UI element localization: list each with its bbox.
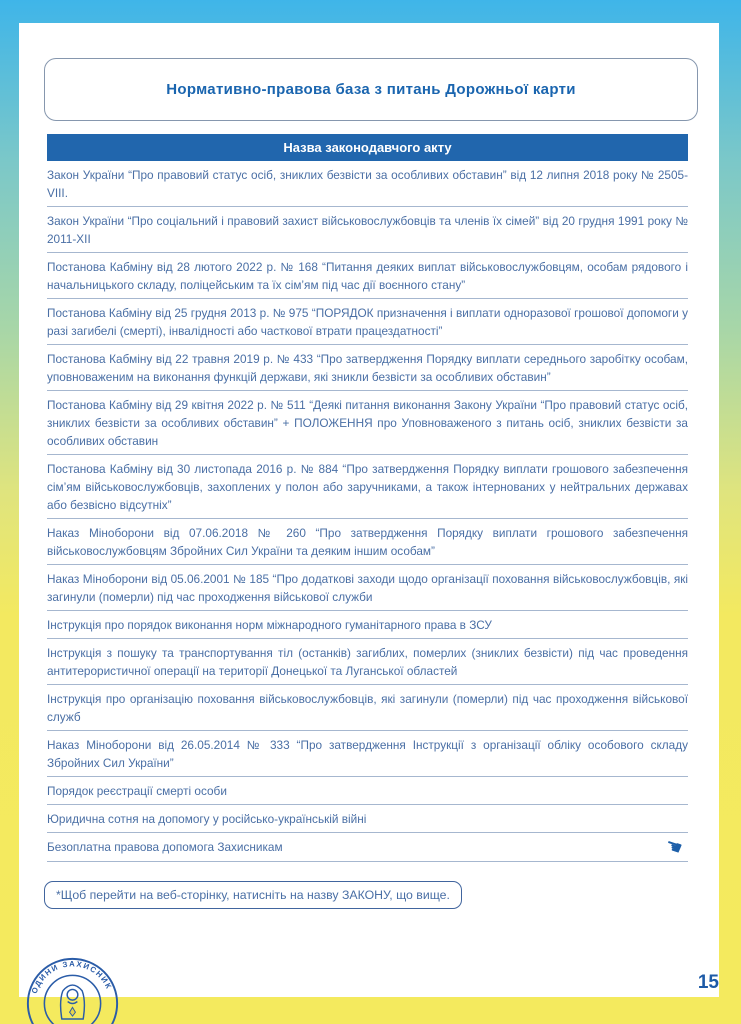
table-header: Назва законодавчого акту — [47, 134, 688, 161]
act-row[interactable] — [47, 731, 688, 777]
act-row[interactable] — [47, 833, 688, 862]
organization-seal-logo — [24, 955, 121, 1024]
hand-cursor-icon: ☚ — [662, 833, 686, 860]
acts-list — [47, 161, 688, 862]
act-row[interactable] — [47, 565, 688, 611]
act-title-link[interactable]: Інструкція про організацію поховання військовослужбовців, які загинули (померли) під час проходження військової служб — [47, 691, 688, 724]
act-row[interactable] — [47, 391, 688, 455]
act-title-link[interactable]: Юридична сотня на допомогу у російсько-українській війні — [47, 811, 367, 826]
act-row[interactable] — [47, 299, 688, 345]
seal-arc-text: РОДИНИ ЗАХИСНИКІВ — [29, 959, 114, 1006]
act-row[interactable] — [47, 611, 688, 639]
svg-text:РОДИНИ ЗАХИСНИКІВ — [30, 959, 114, 1005]
act-title-link[interactable]: Постанова Кабміну від 22 травня 2019 р. № 433 “Про затвердження Порядку виплати середнього заробітку особам, уповноваженим на виконання функцій держави, які зникли безвісти за особливих обставин” — [47, 351, 688, 384]
act-row[interactable] — [47, 639, 688, 685]
act-row[interactable] — [47, 207, 688, 253]
act-row[interactable] — [47, 345, 688, 391]
act-row[interactable] — [47, 161, 688, 207]
act-title-link[interactable]: Наказ Міноборони від 05.06.2001 № 185 “Про додаткові заходи щодо організації поховання військовослужбовців, які загинули (померли) під час проходження військової служби — [47, 571, 688, 604]
footnote-box — [44, 881, 462, 909]
act-title-link[interactable]: Інструкція про порядок виконання норм міжнародного гуманітарного права в ЗСУ — [47, 617, 492, 632]
act-title-link[interactable]: Постанова Кабміну від 25 грудня 2013 р. № 975 “ПОРЯДОК призначення і виплати одноразової грошової допомоги у разі загибелі (смерті), інвалідності або часткової втрати працездатності” — [47, 305, 688, 338]
act-title-link[interactable]: Постанова Кабміну від 29 квітня 2022 р. № 511 “Деякі питання виконання Закону України “Про правовий статус осіб, зниклих безвісти за особливих обставин” + ПОЛОЖЕННЯ про Уповноваженого з питань осіб, зниклих безвісти за особливих обставин — [47, 397, 688, 448]
act-title-link[interactable]: Постанова Кабміну від 30 листопада 2016 р. № 884 “Про затвердження Порядку виплати грошового забезпечення сім’ям військовослужбовців, захоплених у полон або заручниками, а також інтернованих у нейтральних державах або безвісно відсутніх” — [47, 461, 688, 512]
act-title-link[interactable]: Порядок реєстрації смерті особи — [47, 783, 227, 798]
act-row[interactable] — [47, 519, 688, 565]
act-title-link[interactable]: Наказ Міноборони від 26.05.2014 № 333 “Про затвердження Інструкції з організації обліку особового складу Збройних Сил України” — [47, 737, 688, 770]
act-title-link[interactable]: Постанова Кабміну від 28 лютого 2022 р. № 168 “Питання деяких виплат військовослужбовцям, особам рядового і начальницького складу, поліцейським та їх сім’ям під час дії воєнного стану” — [47, 259, 688, 292]
document-page — [19, 23, 719, 997]
act-row[interactable] — [47, 253, 688, 299]
act-title-link[interactable]: Наказ Міноборони від 07.06.2018 № 260 “Про затвердження Порядку виплати грошового забезпечення військовослужбовцям Збройних Сил України та деяким іншим особам” — [47, 525, 688, 558]
madonna-figure — [61, 985, 85, 1019]
act-title-link[interactable]: Закон України “Про соціальний і правовий захист військовослужбовців та членів їх сімей” від 20 грудня 1991 року № 2011-XII — [47, 213, 688, 246]
act-row[interactable] — [47, 805, 688, 833]
page-title-box — [44, 58, 698, 121]
act-title-link[interactable]: Інструкція з пошуку та транспортування тіл (останків) загиблих, померлих (зниклих безвісти) під час проведення антитерористичної операції на території Донецької та Луганської областей — [47, 645, 688, 678]
page-number: 15 — [697, 972, 719, 993]
act-row[interactable] — [47, 685, 688, 731]
page-title: Нормативно-правова база з питань Дорожньої карти — [166, 81, 576, 98]
footnote-text: *Щоб перейти на веб-сторінку, натисніть на назву ЗАКОНУ, що вище. — [56, 888, 450, 902]
act-title-link[interactable]: Безоплатна правова допомога Захисникам — [47, 840, 283, 854]
act-title-link[interactable]: Закон України “Про правовий статус осіб, зниклих безвісти за особливих обставин” від 12 липня 2018 року № 2505-VIII. — [47, 167, 688, 200]
act-row[interactable] — [47, 455, 688, 519]
act-row[interactable] — [47, 777, 688, 805]
